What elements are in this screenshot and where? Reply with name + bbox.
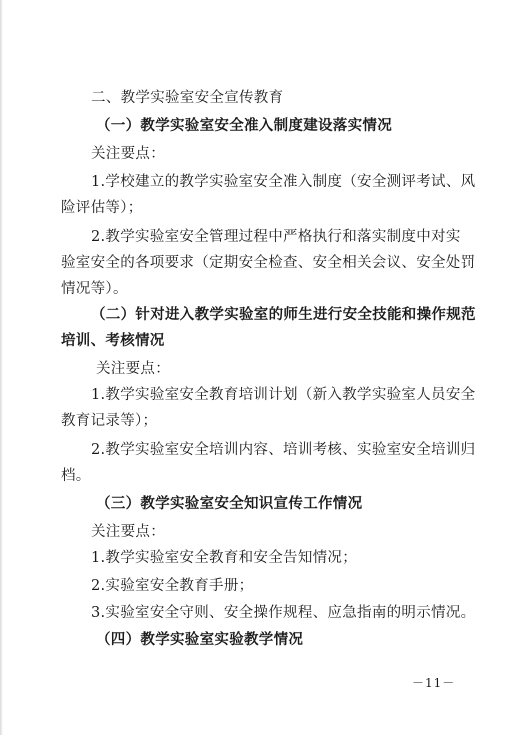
- subsection-1-item-2-line-2: 验室安全的各项要求（定期安全检查、安全相关会议、安全处罚: [61, 255, 476, 271]
- subsection-1-item-2-line-3: 情况等）。: [61, 281, 128, 297]
- subsection-2-item-1-line-1: 1.教学实验室安全教育培训计划（新入教学实验室人员安全: [91, 387, 476, 403]
- subsection-3-item-2: 2.实验室安全教育手册；: [91, 578, 254, 594]
- subsection-2-title-line-2: 培训、考核情况: [61, 332, 165, 349]
- subsection-2-title-line-1: （二）针对进入教学实验室的师生进行安全技能和操作规范: [91, 306, 476, 323]
- subsection-2-points-label: 关注要点：: [96, 361, 170, 377]
- subsection-2-item-1-line-2: 教育记录等）；: [61, 413, 158, 429]
- subsection-2-item-2-line-1: 2.教学实验室安全培训内容、培训考核、实验室安全培训归: [91, 442, 476, 458]
- subsection-1-points-label: 关注要点：: [91, 146, 165, 162]
- subsection-3-title: （三）教学实验室安全知识宣传工作情况: [96, 495, 363, 512]
- subsection-3-item-1: 1.教学实验室安全教育和安全告知情况；: [91, 550, 358, 566]
- subsection-3-item-3: 3.实验室安全守则、安全操作规程、应急指南的明示情况。: [91, 605, 476, 621]
- subsection-3-points-label: 关注要点：: [91, 524, 165, 540]
- subsection-4-title: （四）教学实验室实验教学情况: [96, 631, 304, 648]
- subsection-1-item-1-line-2: 险评估等）；: [61, 200, 143, 216]
- page-number: －11－: [412, 676, 456, 690]
- subsection-1-item-1-line-1: 1.学校建立的教学实验室安全准入制度（安全测评考试、风: [91, 174, 476, 190]
- section-heading: 二、教学实验室安全宣传教育: [91, 90, 284, 106]
- subsection-2-item-2-line-2: 档。: [61, 468, 91, 484]
- subsection-1-item-2-line-1: 2.教学实验室安全管理过程中严格执行和落实制度中对实: [91, 229, 461, 245]
- subsection-1-title: （一）教学实验室安全准入制度建设落实情况: [96, 117, 392, 134]
- page-edge-shadow: [0, 0, 3, 735]
